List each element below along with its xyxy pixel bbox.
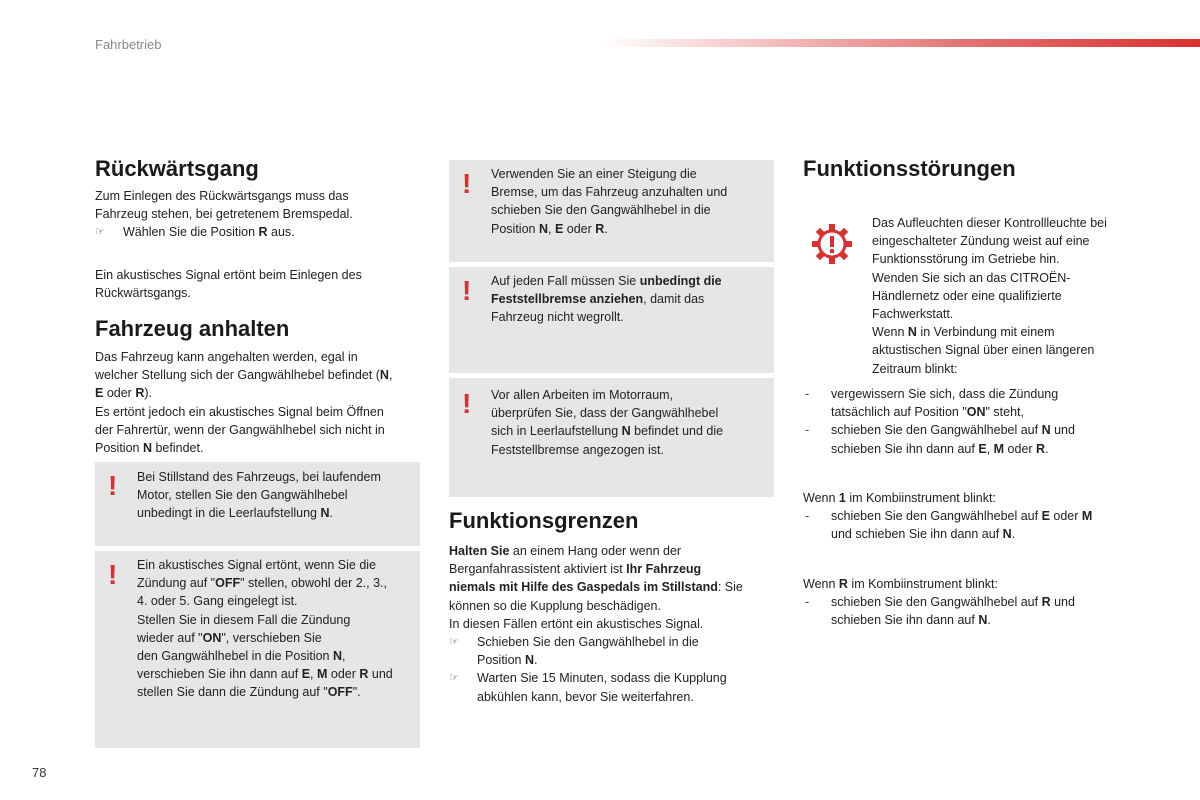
warning-text — [491, 386, 771, 459]
text-line — [137, 574, 417, 592]
text-part: M — [1081, 509, 1093, 524]
list-item — [803, 421, 1143, 457]
text-line: Vor allen Arbeiten im Motorraum, — [491, 388, 674, 402]
text-line: Das Aufleuchten dieser Kontrollleuchte bei — [872, 216, 1107, 230]
text-part: schieben Sie ihn dann auf — [831, 441, 979, 456]
warning-text — [491, 272, 771, 327]
text-line: Rückwärtsgangs. — [95, 286, 191, 301]
text-part: E — [301, 667, 311, 682]
text-line: Bremse, um das Fahrzeug anzuhalten und — [491, 185, 728, 200]
text-part: Feststellbremse anziehen — [491, 292, 644, 307]
text-part: den Gangwählhebel in die Position — [137, 649, 333, 664]
text-part: . — [329, 506, 333, 521]
heading-funktionsgrenzen: Funktionsgrenzen — [449, 508, 639, 533]
text-part: N — [379, 368, 389, 383]
text-part: R — [1041, 595, 1051, 610]
text-part: N — [1041, 423, 1051, 438]
text-part: , — [986, 441, 994, 456]
instruction-step — [95, 223, 425, 241]
text-line — [831, 507, 1143, 525]
dash-marker: - — [805, 595, 810, 610]
text-part: N — [524, 653, 534, 668]
text-part: schieben Sie ihn dann auf — [831, 613, 979, 628]
text-part: Wenn — [803, 491, 839, 505]
text-part: befindet und die — [630, 424, 724, 439]
text-part: " stellen, obwohl der 2., 3., — [240, 576, 387, 591]
text-line — [95, 384, 425, 402]
text-part: . — [604, 221, 608, 236]
page-number: 78 — [32, 765, 47, 780]
text-part: Auf jeden Fall müssen Sie — [491, 274, 640, 288]
text-line: Bei Stillstand des Fahrzeugs, bei laufendem — [137, 470, 381, 484]
reverse-intro — [95, 187, 425, 242]
text-line: Händlernetz oder eine qualifizierte — [872, 288, 1062, 303]
text-part: schieben Sie den Gangwählhebel auf — [831, 595, 1042, 610]
text-part: oder — [103, 386, 136, 401]
text-part: oder — [563, 221, 596, 236]
text-part: N — [978, 613, 988, 628]
text-line — [491, 220, 771, 238]
text-line — [95, 366, 425, 384]
text-line: Feststellbremse angezogen ist. — [491, 442, 665, 457]
stop-paragraph — [95, 348, 425, 457]
text-part: in Verbindung mit einem — [916, 325, 1055, 340]
text-line: In diesen Fällen ertönt ein akustisches Signal. — [449, 616, 704, 631]
limits-paragraph — [449, 542, 779, 706]
text-line: Wenden Sie sich an das CITROËN- — [872, 270, 1071, 285]
list-item — [803, 593, 1143, 629]
text-part: Position — [491, 221, 539, 236]
exclamation-mark-icon: ! — [462, 168, 472, 199]
fault-list-n — [803, 385, 1143, 458]
text-line — [137, 629, 417, 647]
text-part: sich in Leerlaufstellung — [491, 424, 622, 439]
text-part: Position — [95, 441, 143, 456]
text-part: tatsächlich auf Position " — [831, 405, 967, 420]
text-part: ", verschieben Sie — [221, 630, 322, 645]
text-part: N — [621, 424, 631, 439]
text-line: Es ertönt jedoch ein akustisches Signal beim Öffnen — [95, 404, 384, 419]
text-part: N — [332, 649, 343, 664]
text-part: im Kombiinstrument blinkt: — [845, 491, 996, 505]
text-part: stellen Sie dann die Zündung auf " — [137, 685, 328, 700]
text-part: N — [1002, 527, 1012, 542]
warning-box-motorraum — [449, 378, 774, 497]
dash-marker: - — [805, 387, 810, 401]
text-part: . — [1011, 527, 1016, 542]
fault-case-r — [803, 575, 1143, 630]
hand-pointer-icon: ☞ — [449, 636, 459, 649]
text-line: vergewissern Sie sich, dass die Zündung — [831, 387, 1059, 401]
text-line — [872, 323, 1172, 341]
warning-text — [491, 165, 771, 238]
heading-fahrzeug-anhalten: Fahrzeug anhalten — [95, 316, 290, 341]
text-line: Ein akustisches Signal ertönt beim Einlegen des — [95, 268, 362, 282]
text-line: eingeschalteter Zündung weist auf eine — [872, 234, 1090, 249]
heading-rueckwaertsgang: Rückwärtsgang — [95, 156, 259, 181]
text-line — [831, 525, 1143, 543]
text-part: und schieben Sie ihn dann auf — [831, 527, 1003, 542]
text-part: Position — [477, 653, 525, 668]
text-part: Wählen Sie die Position — [123, 225, 259, 240]
text-line: der Fahrertür, wenn der Gangwählhebel sich nicht in — [95, 422, 385, 437]
text-line — [831, 403, 1143, 421]
text-line: Motor, stellen Sie den Gangwählhebel — [137, 488, 348, 503]
text-part: Zündung auf " — [137, 576, 216, 591]
gear-exclamation-icon — [810, 222, 854, 266]
text-part: OFF — [215, 576, 241, 591]
text-line: Funktionsstörung im Getriebe hin. — [872, 252, 1060, 267]
text-line: Zeitraum blinkt: — [872, 361, 958, 376]
text-part: OFF — [327, 685, 353, 700]
list-item — [803, 385, 1143, 421]
text-line: Fahrzeug nicht wegrollt. — [491, 310, 624, 325]
exclamation-mark-icon: ! — [462, 388, 472, 419]
text-part: Berganfahrassistent aktiviert ist — [449, 562, 627, 577]
text-part: ". — [352, 685, 361, 700]
text-line: können so die Kupplung beschädigen. — [449, 598, 661, 613]
list-item — [803, 507, 1143, 543]
text-part: unbedingt in die Leerlaufstellung — [137, 506, 321, 521]
text-part: 1 — [838, 491, 846, 505]
text-part: . — [987, 613, 991, 628]
text-part: Wenn — [803, 577, 839, 591]
heading-funktionsstoerungen: Funktionsstörungen — [803, 156, 1016, 181]
text-part: M — [317, 667, 328, 682]
text-line: Fachwerkstatt. — [872, 307, 954, 322]
text-part: E — [1041, 509, 1050, 524]
text-part: , — [388, 368, 393, 383]
text-line: Warten Sie 15 Minuten, sodass die Kupplung — [477, 671, 727, 686]
text-part: Ihr Fahrzeug — [626, 562, 702, 577]
text-part: N — [538, 221, 548, 236]
section-label: Fahrbetrieb — [95, 37, 162, 52]
warning-text — [137, 556, 417, 702]
text-part: N — [320, 506, 330, 521]
text-part: welcher Stellung sich der Gangwählhebel befindet ( — [95, 368, 380, 383]
text-part: " steht, — [985, 405, 1024, 420]
text-line — [137, 665, 417, 683]
text-line — [491, 422, 771, 440]
text-line — [137, 683, 417, 701]
text-line: abkühlen kann, bevor Sie weiterfahren. — [477, 689, 694, 704]
text-part: M — [993, 441, 1005, 456]
header-accent-line — [600, 39, 1200, 47]
text-line — [491, 290, 771, 308]
text-part: schieben Sie den Gangwählhebel auf — [831, 423, 1042, 438]
hand-pointer-icon: ☞ — [449, 672, 459, 685]
fault-info-text — [872, 214, 1172, 378]
text-line: aktustischen Signal über einen längeren — [872, 343, 1095, 358]
dash-marker: - — [805, 423, 810, 438]
text-line: Verwenden Sie an einer Steigung die — [491, 167, 697, 181]
text-part: und — [1050, 423, 1075, 438]
text-part: ON — [966, 405, 986, 420]
text-part: wieder auf " — [137, 630, 203, 645]
text-part: . — [1045, 441, 1049, 456]
text-part: unbedingt die — [639, 274, 722, 288]
text-line: schieben Sie den Gangwählhebel in die — [491, 203, 711, 218]
warning-box-feststellbremse — [449, 267, 774, 373]
text-part: R — [1036, 441, 1046, 456]
text-part: an einem Hang oder wenn der — [509, 544, 682, 558]
text-part: N — [907, 325, 917, 340]
text-line: Ein akustisches Signal ertönt, wenn Sie die — [137, 558, 377, 572]
text-part: und — [368, 667, 393, 682]
warning-text — [137, 468, 417, 523]
text-line — [491, 272, 771, 290]
text-part: R — [135, 386, 145, 401]
text-part: R — [359, 667, 369, 682]
text-part: R — [595, 221, 605, 236]
exclamation-mark-icon: ! — [108, 559, 118, 590]
dash-marker: - — [805, 509, 810, 524]
warning-box-steigung — [449, 160, 774, 262]
text-line: Zum Einlegen des Rückwärtsgangs muss das — [95, 189, 349, 203]
text-line — [137, 504, 417, 522]
text-line — [95, 439, 425, 457]
text-part: niemals mit Hilfe des Gaspedals im Stillstand — [449, 580, 718, 595]
text-line — [831, 440, 1143, 458]
text-part: E — [978, 441, 987, 456]
text-line: Schieben Sie den Gangwählhebel in die — [477, 635, 699, 650]
text-part: N — [142, 441, 152, 456]
text-part: oder — [1004, 441, 1037, 456]
exclamation-mark-icon: ! — [462, 275, 472, 306]
warning-box-stillstand — [95, 462, 420, 546]
exclamation-mark-icon: ! — [108, 470, 118, 501]
text-part: Wenn — [872, 325, 908, 340]
text-line — [831, 611, 1143, 629]
text-part: E — [95, 386, 104, 401]
text-line — [831, 593, 1143, 611]
text-part: E — [554, 221, 564, 236]
text-line — [803, 575, 1143, 593]
text-part: , — [342, 649, 346, 664]
text-line — [477, 651, 779, 669]
text-part: , — [547, 221, 555, 236]
text-part: im Kombiinstrument blinkt: — [847, 577, 998, 591]
text-part: . — [533, 653, 538, 668]
text-line: überprüfen Sie, dass der Gangwählhebel — [491, 406, 719, 421]
fault-case-1 — [803, 489, 1143, 544]
text-part: schieben Sie den Gangwählhebel auf — [831, 509, 1042, 524]
instruction-step — [449, 633, 779, 669]
text-line — [803, 489, 1143, 507]
text-part: , damit das — [643, 292, 705, 307]
text-line: Stellen Sie in diesem Fall die Zündung — [137, 612, 351, 627]
text-part: ON — [202, 630, 222, 645]
instruction-step — [449, 669, 779, 705]
text-part: verschieben Sie ihn dann auf — [137, 667, 302, 682]
hand-pointer-icon: ☞ — [95, 226, 105, 239]
text-part: : Sie — [717, 580, 743, 595]
text-part: Halten Sie — [449, 544, 510, 558]
text-line — [449, 578, 779, 596]
text-line — [449, 542, 779, 560]
text-part: befindet. — [151, 441, 204, 456]
text-line: Fahrzeug stehen, bei getretenem Bremspedal. — [95, 207, 353, 222]
text-line: 4. oder 5. Gang eingelegt ist. — [137, 594, 298, 609]
text-part: R — [258, 225, 268, 240]
text-line — [831, 421, 1143, 439]
text-part: oder — [327, 667, 360, 682]
text-part: und — [1050, 595, 1075, 610]
reverse-signal — [95, 266, 425, 302]
text-line — [449, 560, 779, 578]
text-part: oder — [1049, 509, 1082, 524]
text-line: Das Fahrzeug kann angehalten werden, egal in — [95, 350, 358, 364]
text-line — [137, 647, 417, 665]
warning-box-zuendung — [95, 551, 420, 748]
text-part: R — [838, 577, 848, 591]
text-part: ). — [144, 386, 152, 401]
text-part: , — [310, 667, 317, 682]
text-part: aus. — [267, 225, 295, 240]
